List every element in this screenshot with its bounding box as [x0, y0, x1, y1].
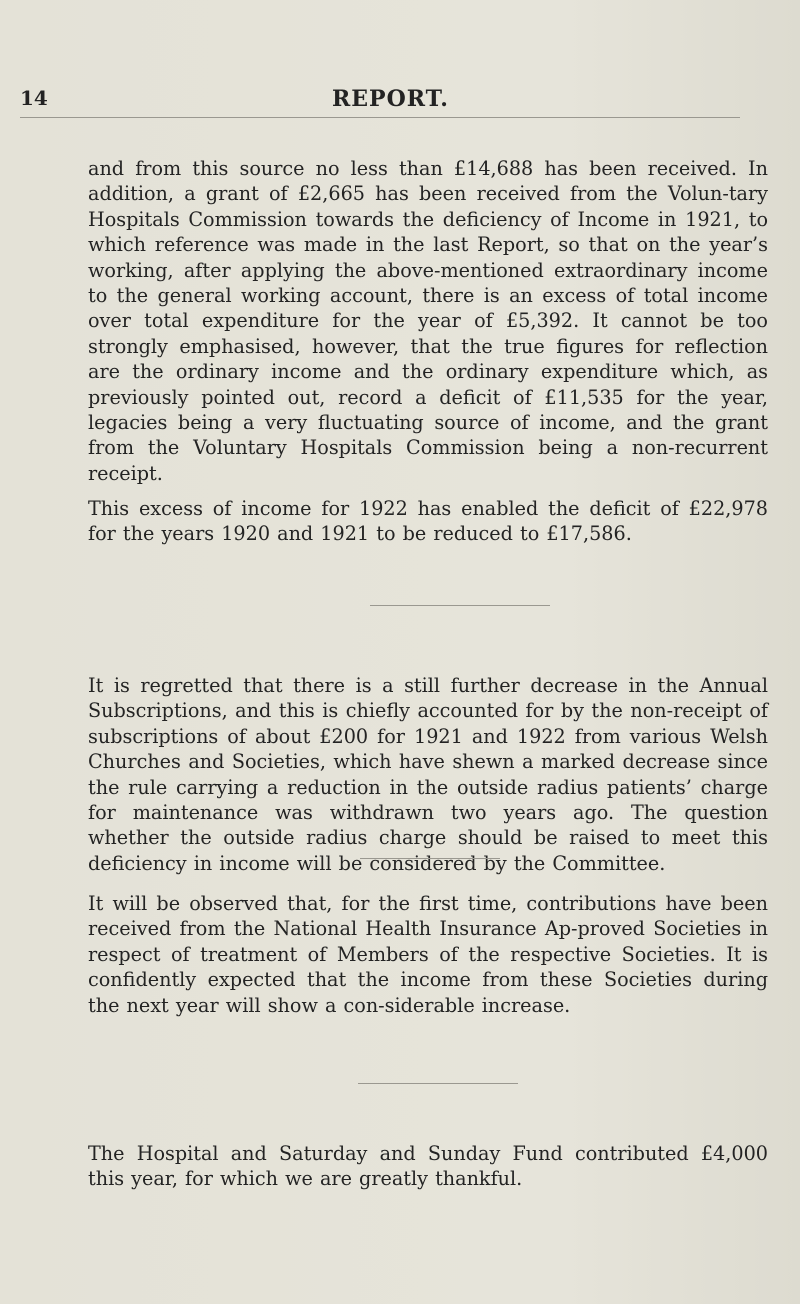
running-title: REPORT.	[332, 86, 449, 112]
paragraph-excess: This excess of income for 1922 has enabled the deficit of £22,978 for the years 1920 and 1921 to be reduced to £17,586.	[88, 497, 768, 546]
section-divider	[370, 605, 550, 606]
section-divider	[360, 858, 500, 859]
page-number: 14	[20, 86, 48, 110]
paragraph-contributions: It will be observed that, for the first time, contributions have been received from the National Health Insurance Ap-proved Societies in respect of treatment of Members of the respective Societies. It is confidently expected that the income from these Societies during the next year will show a con-siderable increase.	[88, 892, 768, 1017]
header-rule	[20, 117, 740, 118]
paragraph-income: and from this source no less than £14,688 has been received. In addition, a grant of £2,665 has been received from the Volun-tary Hospitals Commission towards the deficiency of Income in 1921, to which reference was made in the last Report, so that on the year’s working, after applying the above-mentioned extraordinary income to the general working account, there is an excess of total income over total expenditure for the year of £5,392. It cannot be too strongly emphasised, however, that the true figures for reflection are the ordinary income and the ordinary expenditure which, as previously pointed out, record a deficit of £11,535 for the year, legacies being a very fluctuating source of income, and the grant from the Voluntary Hospitals Commission being a non-recurrent receipt.	[88, 157, 768, 485]
page-header	[20, 86, 760, 110]
section-divider	[358, 1083, 518, 1084]
paragraph-subscriptions: It is regretted that there is a still further decrease in the Annual Subscriptions, and this is chiefly accounted for by the non-receipt of subscriptions of about £200 for 1921 and 1922 from various Welsh Churches and Societies, which have shewn a marked decrease since the rule carrying a reduction in the outside radius patients’ charge for maintenance was withdrawn two years ago. The question whether the outside radius charge should be raised to meet this deficiency in income will be considered by the Committee.	[88, 674, 768, 875]
paragraph-fund: The Hospital and Saturday and Sunday Fund contributed £4,000 this year, for which we are greatly thankful.	[88, 1142, 768, 1191]
